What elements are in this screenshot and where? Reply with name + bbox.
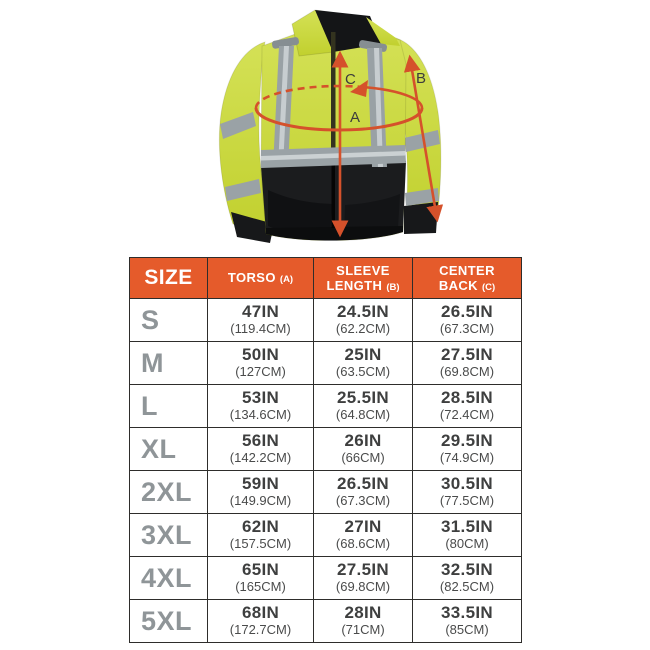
back-cell — [413, 428, 522, 471]
sleeve-cm: (63.5CM) — [335, 364, 391, 380]
back-cell — [413, 600, 522, 643]
sleeve-header-text: LENGTH — [326, 278, 383, 293]
size-cell: S — [130, 299, 208, 342]
torso-header-ref: (A) — [279, 274, 294, 286]
torso-cell — [208, 514, 314, 557]
back-header-text: BACK — [438, 278, 478, 293]
back-cell — [413, 299, 522, 342]
back-cm: (85CM) — [445, 622, 489, 638]
sleeve-in: 25.5IN — [337, 387, 389, 407]
back-in: 28.5IN — [441, 387, 493, 407]
sleeve-cm: (71CM) — [341, 622, 385, 638]
sleeve-cell — [314, 600, 413, 643]
sleeve-cm: (69.8CM) — [335, 579, 391, 595]
back-in: 26.5IN — [441, 301, 493, 321]
sleeve-in: 26.5IN — [337, 473, 389, 493]
table-row — [130, 428, 522, 471]
back-cell — [413, 514, 522, 557]
back-cm: (69.8CM) — [439, 364, 495, 380]
jacket-svg — [0, 0, 650, 255]
sleeve-in: 28IN — [344, 602, 382, 622]
torso-cm: (119.4CM) — [230, 321, 291, 337]
torso-in: 47IN — [241, 301, 280, 321]
sleeve-cm: (66CM) — [341, 450, 385, 466]
sleeve-in: 27.5IN — [337, 559, 389, 579]
back-header-line2 — [413, 278, 521, 293]
sleeve-cm: (68.6CM) — [335, 536, 391, 552]
torso-cell — [208, 600, 314, 643]
table-row — [130, 471, 522, 514]
sleeve-in: 25IN — [344, 344, 382, 364]
sleeve-cm: (64.8CM) — [335, 407, 391, 423]
col-header-sleeve — [314, 258, 413, 299]
sleeve-cell — [314, 471, 413, 514]
torso-in: 59IN — [241, 473, 280, 493]
sleeve-header-ref: (B) — [386, 282, 400, 293]
torso-in: 56IN — [241, 430, 280, 450]
back-in: 29.5IN — [441, 430, 493, 450]
col-header-back — [413, 258, 522, 299]
size-cell: 4XL — [130, 557, 208, 600]
sleeve-in: 26IN — [344, 430, 382, 450]
torso-cm: (157.5CM) — [229, 536, 292, 552]
sleeve-in: 24.5IN — [337, 301, 389, 321]
torso-in: 62IN — [241, 516, 280, 536]
sizing-table — [129, 257, 521, 643]
torso-in: 65IN — [241, 559, 280, 579]
size-chart-table — [129, 257, 522, 643]
back-cm: (77.5CM) — [439, 493, 495, 509]
torso-cell — [208, 557, 314, 600]
sleeve-header-line2 — [314, 278, 412, 293]
back-cm: (74.9CM) — [439, 450, 495, 466]
size-cell: XL — [130, 428, 208, 471]
back-cell — [413, 342, 522, 385]
back-cm: (80CM) — [445, 536, 489, 552]
torso-cell — [208, 385, 314, 428]
label-b: B — [416, 70, 427, 87]
sleeve-cell — [314, 385, 413, 428]
sleeve-cm: (62.2CM) — [335, 321, 391, 337]
torso-in: 53IN — [241, 387, 280, 407]
sleeve-cm: (67.3CM) — [335, 493, 391, 509]
back-cell — [413, 557, 522, 600]
size-cell: 5XL — [130, 600, 208, 643]
label-a: A — [350, 109, 361, 126]
torso-cm: (165CM) — [235, 579, 286, 595]
back-cm: (72.4CM) — [439, 407, 495, 423]
label-c: C — [345, 71, 356, 88]
sleeve-cell — [314, 557, 413, 600]
back-header-line1: CENTER — [439, 262, 495, 278]
size-cell: 3XL — [130, 514, 208, 557]
back-in: 31.5IN — [441, 516, 493, 536]
torso-cm: (142.2CM) — [229, 450, 292, 466]
back-cell — [413, 385, 522, 428]
torso-in: 50IN — [241, 344, 280, 364]
table-row — [130, 514, 522, 557]
torso-cell — [208, 428, 314, 471]
back-cell — [413, 471, 522, 514]
torso-header-text: TORSO — [227, 270, 276, 286]
table-row — [130, 385, 522, 428]
back-in: 27.5IN — [441, 344, 493, 364]
back-in: 30.5IN — [441, 473, 493, 493]
torso-cm: (127CM) — [235, 364, 286, 380]
col-header-torso — [208, 258, 314, 299]
col-header-size: SIZE — [130, 258, 208, 299]
sleeve-cell — [314, 342, 413, 385]
jacket-illustration — [0, 0, 650, 255]
size-cell: 2XL — [130, 471, 208, 514]
back-in: 33.5IN — [441, 602, 493, 622]
back-cm: (67.3CM) — [439, 321, 495, 337]
sleeve-cell — [314, 299, 413, 342]
sleeve-header-line1: SLEEVE — [336, 262, 390, 278]
back-cm: (82.5CM) — [439, 579, 495, 595]
table-row — [130, 299, 522, 342]
torso-cell — [208, 299, 314, 342]
torso-cm: (134.6CM) — [229, 407, 292, 423]
torso-cm: (149.9CM) — [229, 493, 292, 509]
table-row — [130, 342, 522, 385]
back-in: 32.5IN — [441, 559, 493, 579]
sleeve-cell — [314, 428, 413, 471]
sleeve-in: 27IN — [344, 516, 382, 536]
table-row — [130, 557, 522, 600]
torso-in: 68IN — [241, 602, 280, 622]
header-row — [130, 258, 522, 299]
torso-cm: (172.7CM) — [229, 622, 292, 638]
sleeve-cell — [314, 514, 413, 557]
table-row — [130, 600, 522, 643]
size-cell: M — [130, 342, 208, 385]
torso-cell — [208, 342, 314, 385]
back-header-ref: (C) — [481, 282, 496, 293]
torso-cell — [208, 471, 314, 514]
size-cell: L — [130, 385, 208, 428]
